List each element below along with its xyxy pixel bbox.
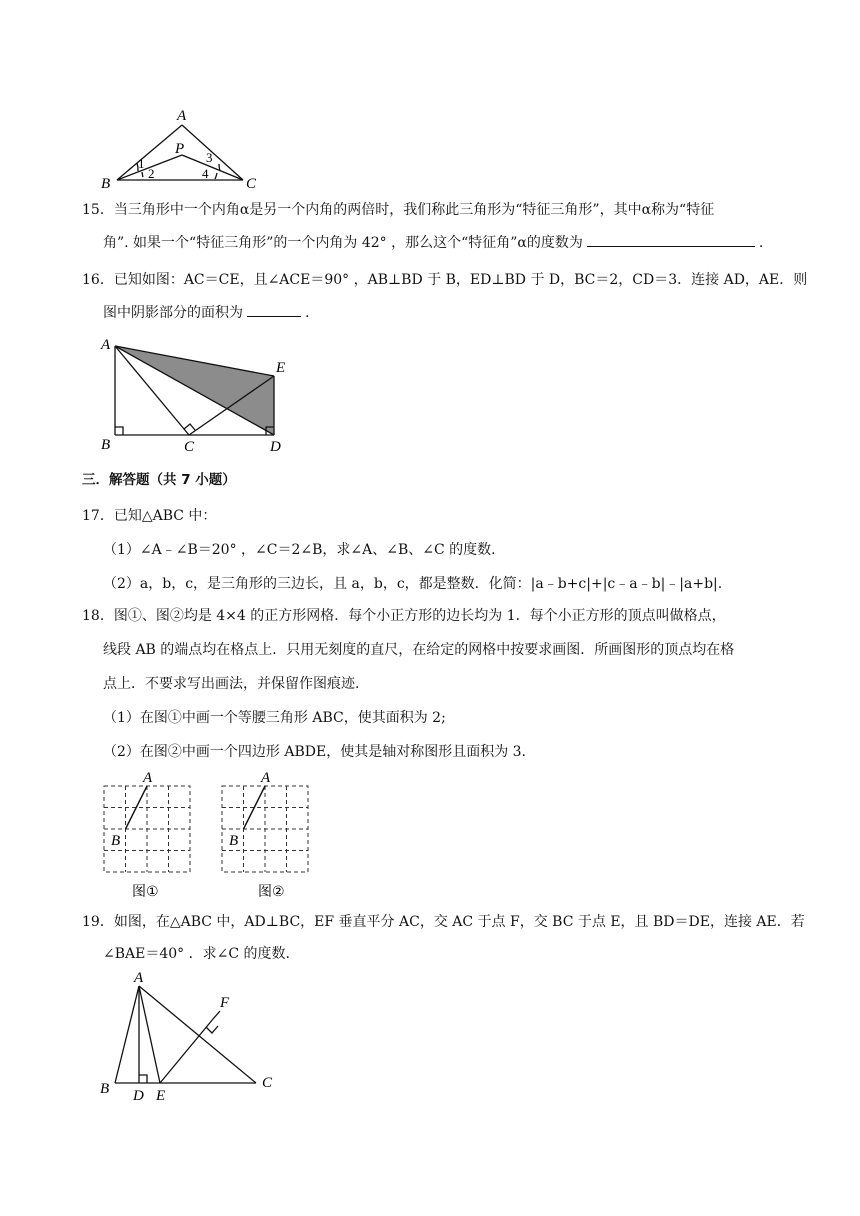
label-b: B [101, 176, 111, 192]
label-p: P [175, 141, 185, 157]
label-b: B [100, 1081, 110, 1097]
q15-line1: 15．当三角形中一个内角α是另一个内角的两倍时，我们称此三角形为“特征三角形”，其中α称为“特征 [82, 202, 715, 218]
q19-line2: ∠BAE＝40° ．求∠C 的度数. [103, 946, 290, 962]
label-a: A [143, 770, 153, 786]
figure-q19 [96, 970, 286, 1106]
label-d: D [133, 1088, 144, 1104]
q18-part2: （2）在图②中画一个四边形 ABDE，使其是轴对称图形且面积为 3. [103, 744, 527, 760]
q15-line2 [103, 232, 763, 253]
q18-line1: 18．图①、图②均是 4×4 的正方形网格．每个小正方形的边长均为 1．每个小正方形的顶点叫做格点， [82, 608, 726, 624]
label-f: F [220, 995, 230, 1011]
label-c: C [246, 176, 257, 192]
q16-text: 图中阴影部分的面积为 [103, 305, 243, 321]
label-a: A [177, 108, 187, 124]
label-b: B [101, 437, 111, 453]
q18-line2: 线段 AB 的端点均在格点上．只用无刻度的直尺，在给定的网格中按要求画图．所画图形的顶点均在格 [103, 642, 735, 658]
figure-triangle-abc-p [95, 100, 270, 192]
figure-q16 [95, 332, 295, 457]
q16-answer-blank[interactable] [247, 302, 301, 317]
angle-label-3: 3 [206, 150, 213, 165]
label-e: E [276, 360, 286, 376]
label-c: C [262, 1075, 273, 1091]
q15-answer-blank[interactable] [587, 232, 755, 247]
angle-label-4: 4 [202, 166, 209, 181]
q17-part2: （2）a，b，c，是三角形的三边长，且 a，b，c，都是整数．化简：|a﹣b+c|+|c﹣a﹣b|﹣|a+b|. [103, 576, 723, 592]
q16-line2 [103, 302, 309, 323]
grid-figure-1 [96, 768, 200, 900]
angle-label-2: 2 [148, 166, 155, 181]
label-a: A [134, 970, 144, 986]
q15-end: . [758, 235, 764, 251]
q19-line1: 19．如图，在△ABC 中，AD⊥BC，EF 垂直平分 AC，交 AC 于点 F，交 BC 于点 E，且 BD＝DE，连接 AE．若 [82, 914, 805, 930]
section-heading: 三．解答题（共 7 小题） [82, 472, 236, 488]
q17-line1: 17．已知△ABC 中： [82, 508, 217, 524]
angle-label-1: 1 [138, 156, 145, 171]
q18-part1: （1）在图①中画一个等腰三角形 ABC，使其面积为 2; [103, 710, 446, 726]
q16-line1: 16．已知如图：AC＝CE，且∠ACE＝90° ，AB⊥BD 于 B，ED⊥BD 于 D，BC＝2，CD＝3．连接 AD，AE．则 [82, 272, 808, 288]
label-d: D [270, 439, 281, 455]
grid-caption-1: 图① [132, 884, 159, 900]
grid-figure-2 [214, 768, 318, 900]
label-b: B [111, 833, 121, 849]
label-b: B [229, 833, 239, 849]
grid-caption-2: 图② [258, 884, 285, 900]
label-a: A [101, 337, 111, 353]
label-a: A [261, 770, 271, 786]
q17-part1: （1）∠A﹣∠B＝20° ，∠C＝2∠B，求∠A、∠B、∠C 的度数. [103, 542, 496, 558]
label-c: C [184, 439, 195, 455]
label-e: E [156, 1088, 166, 1104]
q15-text: 角”. 如果一个“特征三角形”的一个内角为 42° ，那么这个“特征角”α的度数为 [103, 235, 583, 251]
q18-line3: 点上．不要求写出画法，并保留作图痕迹. [103, 676, 360, 692]
q16-end: . [305, 305, 310, 321]
